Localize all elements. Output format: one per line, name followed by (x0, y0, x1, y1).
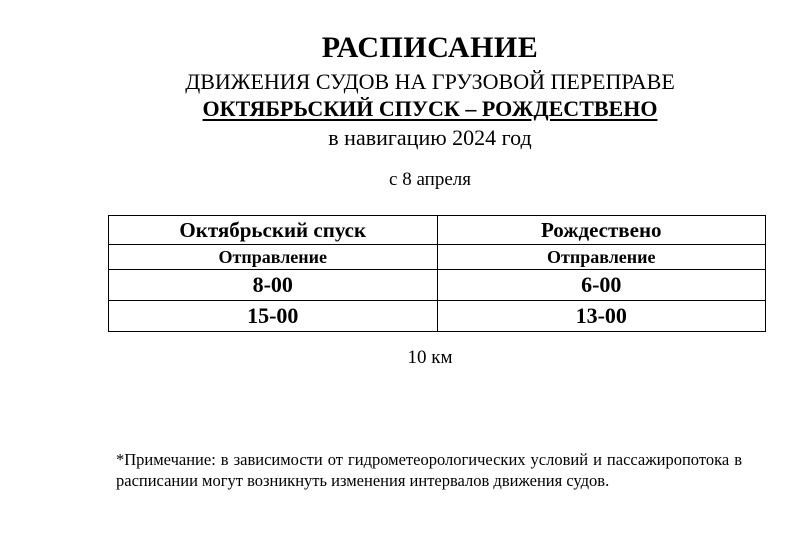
departure-time: 13-00 (437, 301, 766, 332)
route-distance: 10 км (407, 347, 453, 368)
station-header-rozhdestveno: Рождествено (437, 216, 766, 245)
schedule-note: *Примечание: в зависимости от гидрометеорологических условий и пассажиропотока в расписании могут возникнуть изменения интервалов движения судов. (116, 450, 742, 490)
navigation-season: в навигацию 2024 год (328, 125, 532, 150)
table-header-row (109, 216, 766, 245)
route-name (0, 95, 800, 123)
schedule-table (108, 215, 766, 332)
departure-label: Отправление (437, 245, 766, 270)
start-date: с 8 апреля (389, 169, 471, 190)
departure-label: Отправление (109, 245, 438, 270)
schedule-title: РАСПИСАНИЕ (321, 31, 539, 64)
departure-time: 8-00 (109, 270, 438, 301)
table-row (109, 270, 766, 301)
departure-time: 15-00 (109, 301, 438, 332)
route-name-text: ОКТЯБРЬСКИЙ СПУСК – РОЖДЕСТВЕНО (202, 96, 658, 121)
schedule-subtitle: ДВИЖЕНИЯ СУДОВ НА ГРУЗОВОЙ ПЕРЕПРАВЕ (185, 69, 675, 94)
station-header-oktyabrsky: Октябрьский спуск (109, 216, 438, 245)
table-subheader-row (109, 245, 766, 270)
departure-time: 6-00 (437, 270, 766, 301)
table-row (109, 301, 766, 332)
